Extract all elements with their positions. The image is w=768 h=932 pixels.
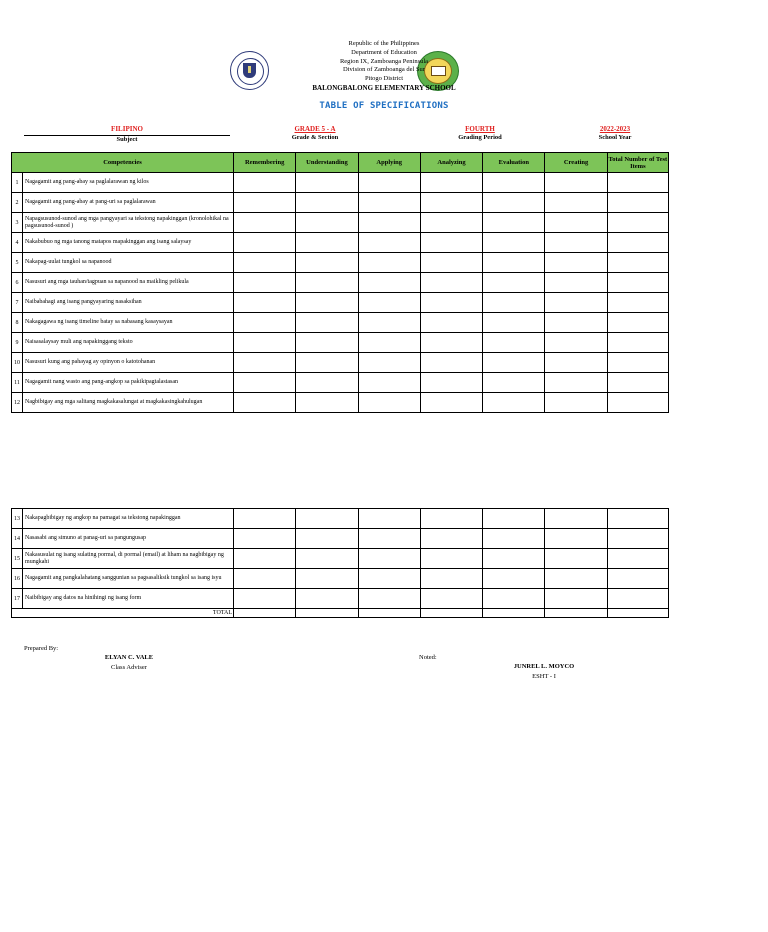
table-row (12, 569, 669, 589)
table-row (12, 393, 669, 413)
empty-cell (420, 589, 482, 609)
empty-cell (296, 233, 358, 253)
empty-cell (483, 589, 545, 609)
empty-cell (296, 529, 358, 549)
table-row (12, 373, 669, 393)
empty-cell (545, 353, 607, 373)
empty-cell (420, 353, 482, 373)
empty-cell (483, 393, 545, 413)
period-field (440, 125, 520, 142)
empty-cell (545, 213, 607, 233)
table-row (12, 353, 669, 373)
empty-cell (234, 193, 296, 213)
empty-cell (545, 589, 607, 609)
period-label: Grading Period (458, 134, 502, 141)
empty-cell (420, 393, 482, 413)
empty-cell (358, 293, 420, 313)
header-line: Region IX, Zamboanga Peninsula (339, 57, 429, 65)
empty-cell (607, 589, 668, 609)
empty-cell (607, 313, 668, 333)
competency-cell: Nagagamit ang pang-abay at pang-uri sa paglalarawan (23, 193, 234, 213)
empty-cell (420, 173, 482, 193)
total-cell (483, 609, 545, 618)
year-value: 2022-2023 (599, 125, 631, 133)
empty-cell (545, 529, 607, 549)
total-row (12, 609, 669, 618)
table-row (12, 273, 669, 293)
empty-cell (420, 529, 482, 549)
header-applying: Applying (358, 153, 420, 173)
empty-cell (234, 253, 296, 273)
row-number: 8 (12, 313, 23, 333)
empty-cell (420, 273, 482, 293)
empty-cell (607, 509, 668, 529)
empty-cell (358, 333, 420, 353)
empty-cell (607, 173, 668, 193)
row-number: 2 (12, 193, 23, 213)
document-header (0, 40, 768, 111)
row-number: 14 (12, 529, 23, 549)
empty-cell (483, 273, 545, 293)
table-row (12, 233, 669, 253)
table-row (12, 529, 669, 549)
total-cell (607, 609, 668, 618)
empty-cell (358, 233, 420, 253)
table-row (12, 253, 669, 273)
empty-cell (420, 233, 482, 253)
empty-cell (483, 313, 545, 333)
empty-cell (234, 233, 296, 253)
period-value: FOURTH (465, 125, 495, 133)
empty-cell (420, 253, 482, 273)
table-row (12, 333, 669, 353)
row-number: 1 (12, 173, 23, 193)
empty-cell (545, 509, 607, 529)
empty-cell (296, 549, 358, 569)
competency-cell: Naisasalaysay muli ang napakinggang teksto (23, 333, 234, 353)
total-cell (296, 609, 358, 618)
empty-cell (545, 173, 607, 193)
table-row (12, 193, 669, 213)
adviser-name: ELYAN C. VALE (104, 654, 154, 661)
total-label: TOTAL (12, 609, 234, 618)
empty-cell (420, 333, 482, 353)
competency-cell: Nagagamit ang pangkalahatang sanggunian sa pagsasaliksik tungkol sa isang isyu (23, 569, 234, 589)
competency-cell: Naibabahagi ang isang pangyayaring nasaksihan (23, 293, 234, 313)
specification-table-continued (11, 508, 669, 618)
empty-cell (296, 313, 358, 333)
empty-cell (296, 293, 358, 313)
header-line: Republic of the Philippines (348, 40, 420, 47)
empty-cell (358, 589, 420, 609)
empty-cell (296, 569, 358, 589)
empty-cell (607, 233, 668, 253)
empty-cell (420, 509, 482, 529)
empty-cell (483, 193, 545, 213)
competency-cell: Nakagagawa ng isang timeline batay sa nabasang kasaysayan (23, 313, 234, 333)
subject-value: FILIPINO (111, 125, 143, 133)
competency-cell: Nakapagbibigay ng angkop na pamagat sa tekstong napakinggan (23, 509, 234, 529)
empty-cell (545, 233, 607, 253)
empty-cell (234, 213, 296, 233)
row-number: 6 (12, 273, 23, 293)
empty-cell (483, 509, 545, 529)
row-number: 11 (12, 373, 23, 393)
empty-cell (483, 253, 545, 273)
empty-cell (296, 589, 358, 609)
table-row (12, 589, 669, 609)
total-cell (545, 609, 607, 618)
empty-cell (420, 213, 482, 233)
empty-cell (296, 373, 358, 393)
header-creating: Creating (545, 153, 607, 173)
empty-cell (483, 233, 545, 253)
subject-label: Subject (116, 136, 138, 143)
empty-cell (296, 213, 358, 233)
empty-cell (296, 509, 358, 529)
empty-cell (296, 333, 358, 353)
competency-cell: Nakapag-uulat tungkol sa napanood (23, 253, 234, 273)
table-row (12, 173, 669, 193)
empty-cell (483, 173, 545, 193)
empty-cell (483, 373, 545, 393)
table-row (12, 313, 669, 333)
empty-cell (234, 353, 296, 373)
header-analyzing: Analyzing (420, 153, 482, 173)
empty-cell (607, 569, 668, 589)
empty-cell (296, 393, 358, 413)
empty-cell (296, 353, 358, 373)
empty-cell (545, 193, 607, 213)
empty-cell (607, 253, 668, 273)
empty-cell (358, 273, 420, 293)
total-cell (358, 609, 420, 618)
total-cell (234, 609, 296, 618)
empty-cell (545, 373, 607, 393)
row-number: 15 (12, 549, 23, 569)
empty-cell (545, 273, 607, 293)
empty-cell (234, 313, 296, 333)
specification-table (11, 152, 669, 413)
row-number: 13 (12, 509, 23, 529)
empty-cell (358, 313, 420, 333)
empty-cell (234, 373, 296, 393)
header-line: Division of Zamboanga del Sur (343, 66, 425, 74)
empty-cell (358, 193, 420, 213)
table-row (12, 549, 669, 569)
empty-cell (607, 273, 668, 293)
empty-cell (358, 549, 420, 569)
row-number: 7 (12, 293, 23, 313)
empty-cell (234, 529, 296, 549)
empty-cell (483, 213, 545, 233)
competency-cell: Nasusuri ang mga tauhan/tagpuan sa napanood na maikling pelikula (23, 273, 234, 293)
grade-value: GRADE 5 - A (294, 125, 336, 133)
empty-cell (420, 549, 482, 569)
competency-cell: Nasusuri kung ang pahayag ay opinyon o katotohanan (23, 353, 234, 373)
empty-cell (420, 373, 482, 393)
empty-cell (234, 589, 296, 609)
row-number: 16 (12, 569, 23, 589)
empty-cell (358, 393, 420, 413)
grade-label: Grade & Section (291, 134, 339, 141)
table-row (12, 213, 669, 233)
row-number: 4 (12, 233, 23, 253)
grade-field (275, 125, 355, 142)
empty-cell (234, 173, 296, 193)
empty-cell (234, 293, 296, 313)
empty-cell (234, 509, 296, 529)
competency-cell: Nagbibigay ang mga salitang magkakasalungat at magkakasingkahulugan (23, 393, 234, 413)
header-remembering: Remembering (234, 153, 296, 173)
empty-cell (483, 549, 545, 569)
empty-cell (545, 313, 607, 333)
subject-field (24, 125, 230, 144)
table-header-row (12, 153, 669, 173)
empty-cell (358, 373, 420, 393)
empty-cell (607, 213, 668, 233)
competency-cell: Napagsusunod-sunod ang mga pangyayari sa tekstong napakinggan (kronolohikal na pagsusunod-sunod ) (23, 213, 234, 233)
empty-cell (607, 529, 668, 549)
row-number: 5 (12, 253, 23, 273)
row-number: 17 (12, 589, 23, 609)
empty-cell (607, 549, 668, 569)
empty-cell (420, 569, 482, 589)
empty-cell (545, 253, 607, 273)
empty-cell (234, 273, 296, 293)
document-title: TABLE OF SPECIFICATIONS (319, 100, 449, 111)
empty-cell (234, 393, 296, 413)
empty-cell (483, 353, 545, 373)
head-role: ESHT - I (532, 673, 556, 680)
empty-cell (483, 569, 545, 589)
empty-cell (545, 393, 607, 413)
empty-cell (420, 193, 482, 213)
empty-cell (296, 273, 358, 293)
school-name: BALONGBALONG ELEMENTARY SCHOOL (312, 83, 456, 92)
row-number: 12 (12, 393, 23, 413)
year-field (575, 125, 655, 142)
header-understanding: Understanding (296, 153, 358, 173)
row-number: 10 (12, 353, 23, 373)
empty-cell (607, 393, 668, 413)
total-cell (420, 609, 482, 618)
empty-cell (607, 193, 668, 213)
empty-cell (358, 353, 420, 373)
empty-cell (358, 529, 420, 549)
competency-cell: Nagagamit nang wasto ang pang-angkop sa pakikipagtalastasan (23, 373, 234, 393)
empty-cell (483, 529, 545, 549)
header-competencies: Competencies (12, 153, 234, 173)
competency-cell: Naibibigay ang datos na hinihingi ng isang form (23, 589, 234, 609)
empty-cell (296, 173, 358, 193)
empty-cell (607, 333, 668, 353)
year-label: School Year (598, 134, 632, 141)
empty-cell (420, 293, 482, 313)
empty-cell (358, 173, 420, 193)
empty-cell (358, 569, 420, 589)
table-row (12, 293, 669, 313)
empty-cell (296, 193, 358, 213)
prepared-by-label: Prepared By: (24, 645, 59, 652)
head-name: JUNREL L. MOYCO (513, 663, 575, 670)
empty-cell (234, 549, 296, 569)
competency-cell: Nakabubuo ng mga tanong matapos mapakinggan ang isang salaysay (23, 233, 234, 253)
empty-cell (358, 509, 420, 529)
empty-cell (358, 253, 420, 273)
competency-cell: Nasasabi ang simuno at panag-uri sa pangungusap (23, 529, 234, 549)
header-line: Department of Education (351, 48, 417, 56)
noted-label: Noted: (419, 654, 437, 661)
header-evaluation: Evaluation (483, 153, 545, 173)
empty-cell (358, 213, 420, 233)
header-line: Pitogo District (364, 75, 404, 83)
empty-cell (296, 253, 358, 273)
row-number: 3 (12, 213, 23, 233)
empty-cell (234, 569, 296, 589)
empty-cell (545, 333, 607, 353)
competency-cell: Nakasusulat ng isang sulating pormal, di pormal (email) at liham na nagbibigay ng mungkahi (23, 549, 234, 569)
table-row (12, 509, 669, 529)
empty-cell (483, 293, 545, 313)
empty-cell (234, 333, 296, 353)
empty-cell (545, 293, 607, 313)
adviser-role: Class Adviser (111, 664, 147, 671)
header-total-items: Total Number of Test Items (607, 153, 668, 173)
row-number: 9 (12, 333, 23, 353)
competency-cell: Nagagamit ang pang-abay sa paglalarawan ng kilos (23, 173, 234, 193)
empty-cell (607, 373, 668, 393)
empty-cell (420, 313, 482, 333)
empty-cell (483, 333, 545, 353)
empty-cell (607, 353, 668, 373)
empty-cell (545, 569, 607, 589)
empty-cell (545, 549, 607, 569)
empty-cell (607, 293, 668, 313)
